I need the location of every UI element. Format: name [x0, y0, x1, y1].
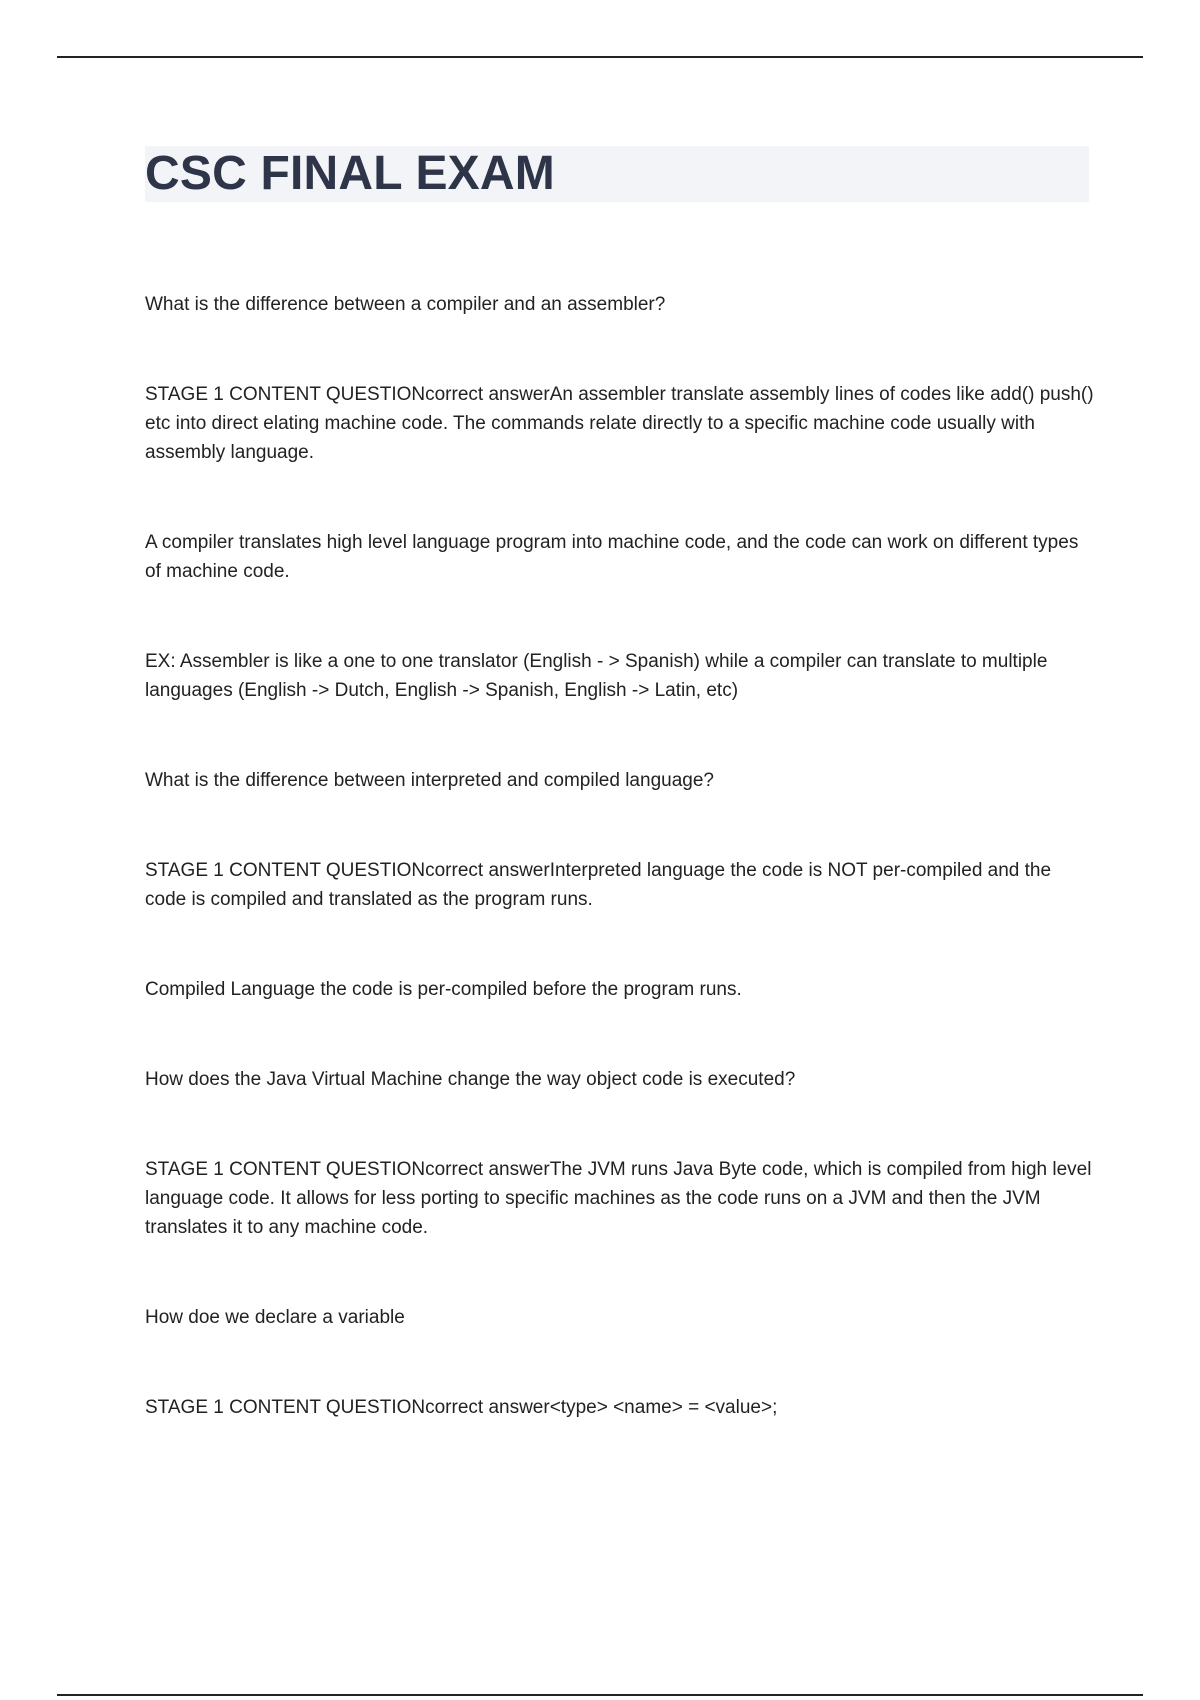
- answer-1-compiler: A compiler translates high level language program into machine code, and the code can work on different types of machine code.: [145, 532, 1079, 582]
- question-1: What is the difference between a compiler and an assembler?: [145, 294, 666, 315]
- answer-4: STAGE 1 CONTENT QUESTIONcorrect answer<type> <name> = <value>;: [145, 1397, 778, 1418]
- document-body: [145, 290, 1095, 1422]
- answer-2-compiled: Compiled Language the code is per-compiled before the program runs.: [145, 979, 742, 1000]
- answer-3: STAGE 1 CONTENT QUESTIONcorrect answerThe JVM runs Java Byte code, which is compiled from high level language code. It allows for less porting to specific machines as the code runs on a JVM and then the JVM translates it to any machine code.: [145, 1159, 1092, 1238]
- question-4: How doe we declare a variable: [145, 1307, 405, 1328]
- question-3: How does the Java Virtual Machine change the way object code is executed?: [145, 1069, 796, 1090]
- question-2: What is the difference between interpreted and compiled language?: [145, 770, 714, 791]
- answer-1: STAGE 1 CONTENT QUESTIONcorrect answerAn assembler translate assembly lines of codes like add() push() etc into direct elating machine code. The commands relate directly to a specific machine code usually with assembly language.: [145, 384, 1094, 463]
- top-rule: [57, 56, 1143, 58]
- answer-2: STAGE 1 CONTENT QUESTIONcorrect answerInterpreted language the code is NOT per-compiled and the code is compiled and translated as the program runs.: [145, 860, 1052, 910]
- answer-1-example: EX: Assembler is like a one to one translator (English - > Spanish) while a compiler can translate to multiple languages (English -> Dutch, English -> Spanish, English -> Latin, etc): [145, 651, 1048, 701]
- bottom-rule: [57, 1694, 1143, 1696]
- page-title: CSC FINAL EXAM: [145, 147, 555, 200]
